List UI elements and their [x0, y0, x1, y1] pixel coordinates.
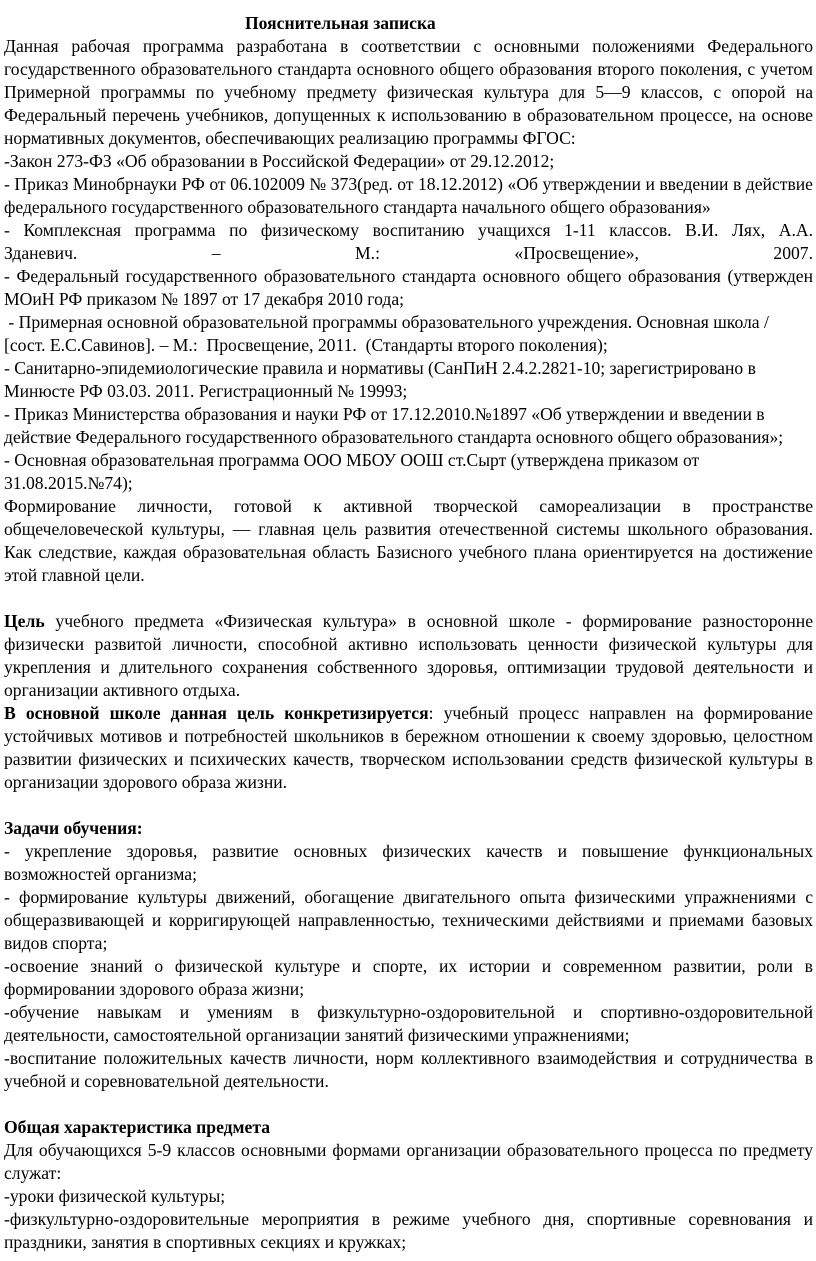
characteristics-list [4, 1185, 813, 1254]
concretization-text: : учебный процесс направлен на формирование устойчивых мотивов и потребностей школьников в бережном отношении к своему здоровью, целостном развитии физических и психических качеств, творческом использовании средств физической культуры в организации здорового образа жизни. [4, 703, 813, 792]
intro-paragraph: Данная рабочая программа разработана в соответствии с основными положениями Федерального государственного образовательного стандарта основного общего образования второго поколения, с учетом Примерной программы по учебному предмету физическая культура для 5—9 классов, с опорой на Федеральный перечень учебников, допущенных к использованию в образовательном процессе, на основе нормативных документов, обеспечивающих реализацию программы ФГОС: [4, 36, 813, 148]
normative-documents-list [4, 150, 813, 495]
characteristics-item: -уроки физической культуры; [4, 1186, 226, 1206]
tasks-list [4, 840, 813, 1093]
task-item: -освоение знаний о физической культуре и спорте, их истории и современном развитии, роли в формировании здорового образа жизни; [4, 956, 813, 999]
document-item: Зданевич. – М.: «Просвещение», 2007. [4, 243, 813, 263]
concretization-label: В основной школе данная цель конкретизируется [4, 703, 429, 723]
task-item: -обучение навыкам и умениям в физкультурно-оздоровительной и спортивно-оздоровительной деятельности, самостоятельной организации занятий физическими упражнениями; [4, 1002, 813, 1045]
document-item: - Приказ Минобрнауки РФ от 06.102009 № 373(ред. от 18.12.2012) «Об утверждении и введении в действие федерального государственного образовательного стандарта начального общего образования» [4, 174, 813, 217]
spacer [4, 587, 813, 610]
document-item: -Закон 273-ФЗ «Об образовании в Российской Федерации» от 29.12.2012; [4, 151, 555, 171]
document-item: - Федеральный государственного образовательного стандарта основного общего образования (утвержден МОиН РФ приказом № 1897 от 17 декабря 2010 года; [4, 266, 813, 309]
concretization-paragraph [4, 702, 813, 794]
document-item: - Санитарно-эпидемиологические правила и нормативы (СанПиН 2.4.2.2821-10; зарегистрировано в Минюсте РФ 03.03. 2011. Регистрационный № 19993; [4, 358, 756, 401]
task-item: -воспитание положительных качеств личности, норм коллективного взаимодействия и сотрудничества в учебной и соревновательной деятельности. [4, 1048, 813, 1091]
document-item: - Приказ Министерства образования и науки РФ от 17.12.2010.№1897 «Об утверждении и введении в действие Федерального государственного образовательного стандарта основного общего образования»; [4, 404, 784, 447]
goal-text: учебного предмета «Физическая культура» в основной школе - формирование разносторонне физически развитой личности, способной активно использовать ценности физической культуры для укрепления и длительного сохранения собственного здоровья, оптимизации трудовой деятельности и организации активного отдыха. [4, 611, 813, 700]
goal-paragraph [4, 610, 813, 702]
characteristics-lead: Для обучающихся 5-9 классов основными формами организации образовательного процесса по предмету служат: [4, 1140, 813, 1183]
spacer [4, 794, 813, 817]
document-title: Пояснительная записка [245, 13, 436, 33]
task-item: - формирование культуры движений, обогащение двигательного опыта физическими упражнениями с общеразвивающей и корригирующей направленностью, техническими действиями и приемами базовых видов спорта; [4, 887, 813, 953]
task-item: - укрепление здоровья, развитие основных физических качеств и повышение функциональных возможностей организма; [4, 841, 813, 884]
formation-paragraph: Формирование личности, готовой к активной творческой самореализации в пространстве общечеловеческой культуры, — главная цель развития отечественной системы школьного образования. Как следствие, каждая образовательная область Базисного учебного плана ориентируется на достижение этой главной цели. [4, 496, 813, 585]
characteristics-heading: Общая характеристика предмета [4, 1117, 271, 1137]
document-item: - Примерная основной образовательной программы образовательного учреждения. Основная школа / [сост. Е.С.Савинов]. – М.: Просвещение, 2011. (Стандарты второго поколения); [4, 312, 774, 355]
document-item: - Комплексная программа по физическому воспитанию учащихся 1-11 классов. В.И. Лях, А.А. [4, 220, 813, 240]
characteristics-item: -физкультурно-оздоровительные мероприятия в режиме учебного дня, спортивные соревнования и праздники, занятия в спортивных секциях и кружках; [4, 1209, 813, 1252]
tasks-heading: Задачи обучения: [4, 818, 143, 838]
document-item: - Основная образовательная программа ООО МБОУ ООШ ст.Сырт (утверждена приказом от 31.08.2015.№74); [4, 450, 700, 493]
goal-label: Цель [4, 611, 45, 631]
spacer [4, 1093, 813, 1116]
